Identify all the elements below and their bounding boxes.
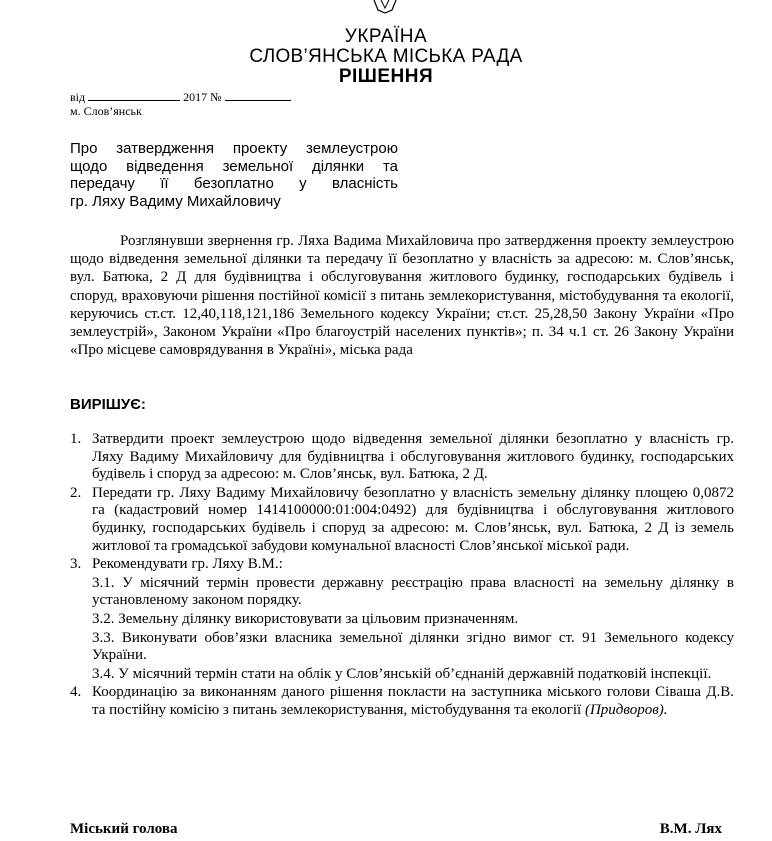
signature-name: В.М. Лях xyxy=(659,821,722,837)
coat-of-arms-icon xyxy=(370,0,400,14)
sub-item: 3.1. У місячний термін провести державну реєстрацію права власності на земельну ділянку в установленому законом порядку. xyxy=(92,574,734,609)
subject-line: Про затвердження проекту землеустрою xyxy=(70,140,398,157)
item-text: Координацію за виконанням даного рішення покласти на заступника міського голови Сіваша Д.В. та постійну комісію з питань землекористування, містобудування та екології xyxy=(92,684,734,718)
resolution-item xyxy=(70,485,734,555)
resolution-item xyxy=(70,684,734,719)
date-blank xyxy=(88,90,180,101)
sub-item: 3.4. У місячний термін стати на облік у Слов’янській об’єднаній державній податковій інспекції. xyxy=(92,665,712,682)
number-sign: № xyxy=(210,90,222,104)
item-number: 3. xyxy=(70,556,82,573)
council-heading: СЛОВ’ЯНСЬКА МІСЬКА РАДА xyxy=(249,46,523,67)
resolution-item xyxy=(70,431,734,484)
item-text: Передати гр. Ляху Вадиму Михайловичу безоплатно у власність земельну ділянку площею 0,0872 га (кадастровий номер 1414100000:01:004:0492) для будівництва і обслуговування житлового будинку, господарських будівель і споруд за адресою: м. Слов’янськ, вул. Батюка, 2 Д із земель житлової та громадської забудови комунальної власності Слов’янської міської ради. xyxy=(92,484,734,554)
item-number: 2. xyxy=(70,484,82,501)
item-number: 4. xyxy=(70,684,82,701)
date-year: 2017 xyxy=(183,90,208,104)
item-italic-note: (Придворов). xyxy=(584,701,668,718)
city-label: м. Слов’янськ xyxy=(70,104,142,118)
document-type-heading: РІШЕННЯ xyxy=(338,66,434,87)
subject-line: гр. Ляху Вадиму Михайловичу xyxy=(70,192,281,210)
sub-item: 3.3. Виконувати обов’язки власника земельної ділянки згідно вимог ст. 91 Земельного кодексу України. xyxy=(92,629,734,664)
country-heading: УКРАЇНА xyxy=(344,26,428,47)
date-from-label: від xyxy=(70,90,86,104)
resolution-items xyxy=(70,431,734,720)
subject-line: передачу її безоплатно у власність xyxy=(70,175,398,192)
number-blank xyxy=(225,90,291,101)
dateline xyxy=(70,90,291,105)
resolution-item xyxy=(70,556,734,683)
signature-position: Міський голова xyxy=(70,821,178,837)
sub-item: 3.2. Земельну ділянку використовувати за цільовим призначенням. xyxy=(92,610,519,627)
subject-block xyxy=(70,140,398,210)
item-text: Рекомендувати гр. Ляху В.М.: xyxy=(92,556,283,573)
resolve-heading: ВИРІШУЄ: xyxy=(70,396,146,413)
subject-line: щодо відведення земельної ділянки та xyxy=(70,157,398,175)
item-text: Затвердити проект землеустрою щодо відведення земельної ділянки безоплатно у власність гр. Ляху Вадиму Михайловичу для будівництва і обслуговування житлового будинку, господарських будівель і споруд за адресою: м. Слов’янськ, вул. Батюка, 2 Д. xyxy=(92,431,734,483)
item-number: 1. xyxy=(70,431,82,447)
preamble-paragraph: Розглянувши звернення гр. Ляха Вадима Михайловича про затвердження проекту землеустрою щодо відведення земельної ділянки та передачу її безоплатно у власність за адресою: м. Слов’янськ, вул. Батюка, 2 Д для будівництва і обслуговування житлового будинку, господарських будівель і споруд, враховуючи рішення постійної комісії з питань землекористування, містобудування та екології, керуючись ст.ст. 12,40,118,121,186 Земельного кодексу України; ст.ст. 25,28,50 Закону України «Про землеустрій», Законом України «Про благоустрій населених пунктів»; п. 34 ч.1 ст. 26 Закону України «Про місцеве самоврядування в Україні», міська рада xyxy=(70,233,734,359)
